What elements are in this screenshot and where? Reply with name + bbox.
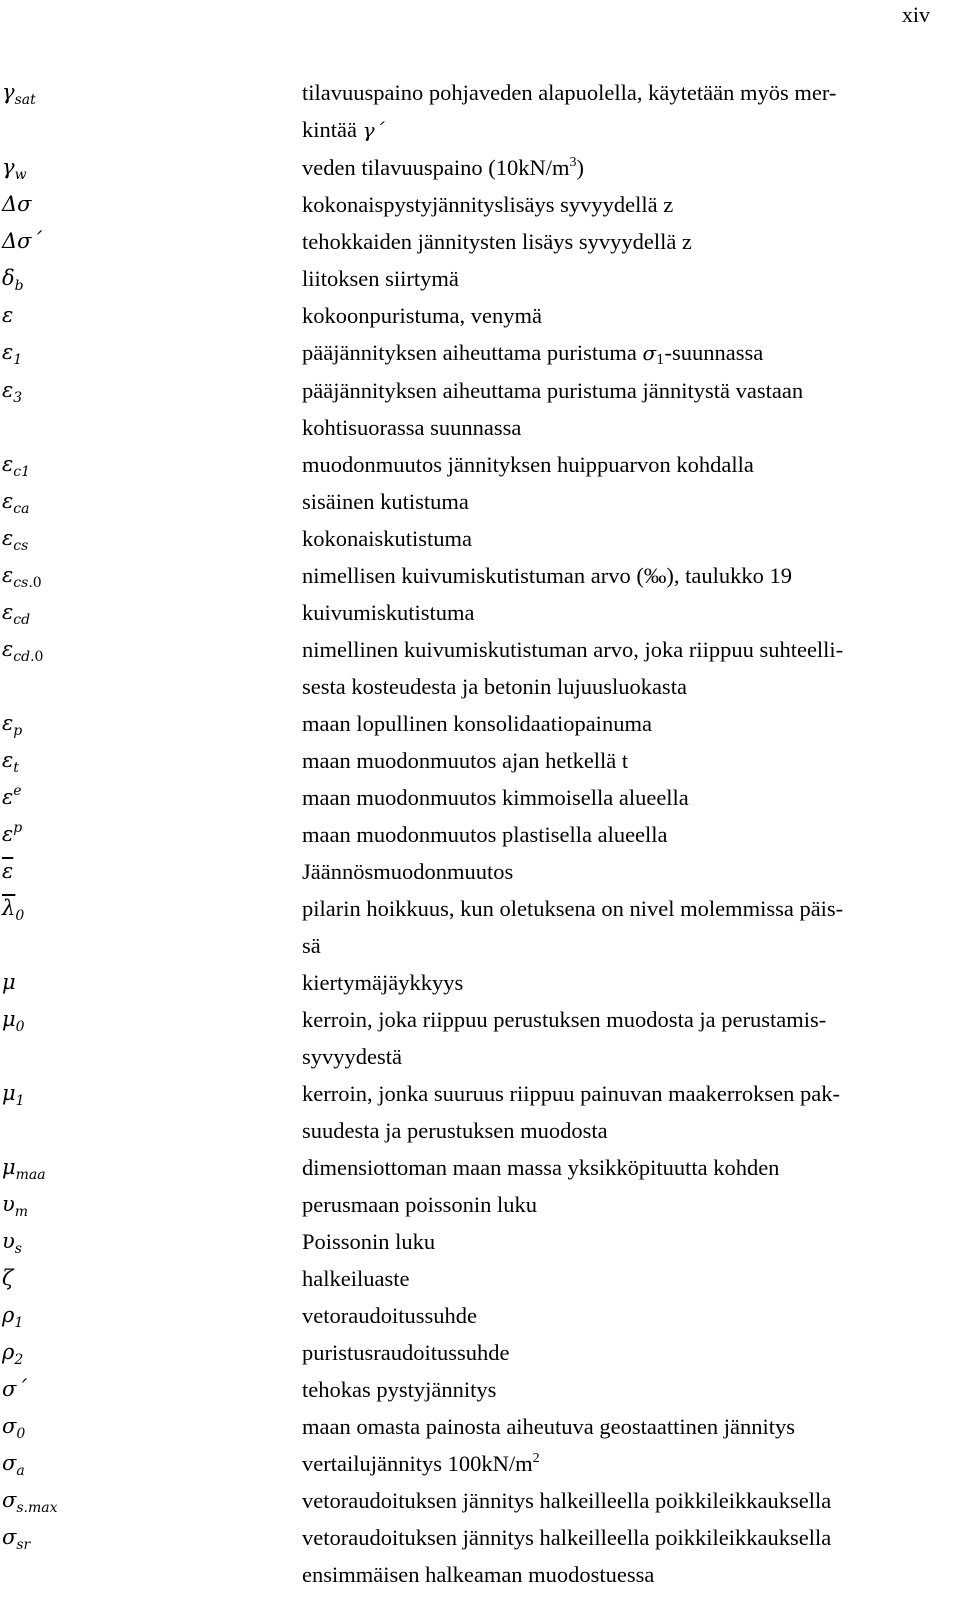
symbol-entry (0, 1482, 960, 1519)
symbol-subscript: 1 (14, 1315, 24, 1331)
symbol-subscript: t (13, 760, 19, 776)
symbol-entry (0, 631, 960, 705)
symbol-entry (0, 1260, 960, 1297)
symbol-description (302, 816, 950, 853)
symbol-base: ζ (2, 1266, 14, 1290)
description-text: kiertymäjäykkyys (302, 970, 464, 995)
description-math: γ´ (362, 118, 385, 142)
symbol-description (302, 186, 950, 223)
symbol-list (0, 74, 960, 1593)
symbol-entry (0, 705, 960, 742)
description-text: nimellisen kuivumiskutistuman arvo (‰), taulukko 19 (302, 563, 792, 588)
symbol-base: ε (2, 563, 14, 587)
symbol-entry (0, 149, 960, 186)
symbol-base: ε (2, 785, 14, 809)
symbol-entry (0, 520, 960, 557)
symbol-base: μ (2, 970, 16, 994)
description-line-2: syvyydestä (302, 1044, 402, 1069)
symbol-entry (0, 1408, 960, 1445)
symbol (2, 372, 22, 409)
symbol-entry (0, 483, 960, 520)
symbol-entry (0, 223, 960, 260)
symbol-subscript: cd (13, 612, 31, 628)
symbol-subscript: a (16, 1463, 25, 1479)
description-suffix: ) (576, 155, 584, 180)
symbol-entry (0, 557, 960, 594)
symbol-base: δ (2, 266, 15, 290)
symbol-subscript: s (14, 1241, 22, 1257)
symbol-description (302, 149, 950, 186)
symbol (2, 334, 22, 371)
description-text: muodonmuutos jännityksen huippuarvon kohdalla (302, 452, 754, 477)
symbol-base: ρ (2, 1303, 15, 1327)
description-text: halkeiluaste (302, 1266, 410, 1291)
description-text: maan omasta painosta aiheutuva geostaattinen jännitys (302, 1414, 795, 1439)
symbol-description (302, 705, 950, 742)
symbol-base: σ (2, 1488, 17, 1512)
symbol-base: μ (2, 1007, 16, 1031)
symbol-base: γ (2, 80, 15, 104)
symbol (2, 520, 28, 557)
symbol-entry (0, 186, 960, 223)
description-text: pääjännityksen aiheuttama puristuma (302, 340, 637, 365)
symbol (2, 816, 22, 853)
description-text: kokonaispystyjännityslisäys syvyydellä z (302, 192, 674, 217)
symbol-entry (0, 816, 960, 853)
symbol-subscript: 0 (16, 1426, 26, 1442)
symbol-subscript: sr (16, 1537, 31, 1553)
symbol (2, 964, 16, 1001)
symbol-subscript: s.max (16, 1500, 58, 1516)
symbol-entry (0, 1223, 960, 1260)
symbol-entry (0, 594, 960, 631)
symbol-entry (0, 853, 960, 890)
description-text: Poissonin luku (302, 1229, 436, 1254)
symbol-subscript: 3 (13, 390, 23, 406)
symbol (2, 1260, 13, 1297)
description-line-2: suudesta ja perustuksen muodosta (302, 1118, 608, 1143)
symbol-subscript: c1 (13, 464, 31, 480)
symbol-description (302, 742, 950, 779)
description-text: maan muodonmuutos kimmoisella alueella (302, 785, 689, 810)
symbol-base: $\overline{\varepsilon}$ (2, 859, 14, 883)
symbol-entry (0, 890, 960, 964)
description-line-1: pilarin hoikkuus, kun oletuksena on nivel molemmissa päis- (302, 896, 844, 921)
symbol-subscript: cd.0 (13, 649, 44, 665)
symbol-subscript: cs.0 (13, 575, 42, 591)
symbol-base: ε (2, 637, 14, 661)
symbol (2, 890, 24, 927)
symbol (2, 1223, 22, 1260)
symbol-description (302, 853, 950, 890)
description-superscript: 2 (532, 1451, 540, 1466)
symbol (2, 594, 30, 631)
symbol-description (302, 964, 950, 1001)
description-text: vertailujännitys 100kN/m (302, 1451, 533, 1476)
symbol-base: υ (2, 1192, 15, 1216)
symbol-description (302, 1297, 950, 1334)
symbol-base: μ (2, 1081, 16, 1105)
symbol-description (302, 520, 950, 557)
symbol-subscript: 2 (14, 1352, 24, 1368)
symbol (2, 631, 43, 668)
symbol-base: Δσ (2, 192, 32, 216)
symbol-base: μ (2, 1155, 16, 1179)
symbol (2, 297, 13, 334)
description-line-2: kintää (302, 117, 357, 142)
symbol-subscript: 1 (13, 352, 23, 368)
symbol-entry (0, 1445, 960, 1482)
symbol-description (302, 223, 950, 260)
symbol-subscript: w (14, 167, 27, 183)
symbol-entry (0, 1149, 960, 1186)
symbol (2, 853, 13, 890)
description-math: $\sigma_1$ (642, 341, 665, 368)
symbol (2, 446, 30, 483)
symbol-base: $\overline{\lambda}$ (2, 896, 16, 920)
description-line-2: sesta kosteudesta ja betonin lujuusluokasta (302, 674, 687, 699)
symbol-base: σ (2, 1414, 17, 1438)
description-line-1: nimellinen kuivumiskutistuman arvo, joka riippuu suhteelli- (302, 637, 844, 662)
symbol-description (302, 74, 950, 149)
symbol-entry (0, 742, 960, 779)
symbol-description (302, 1001, 950, 1075)
symbol-description (302, 372, 950, 446)
symbol-description (302, 557, 950, 594)
description-text: tehokas pystyjännitys (302, 1377, 497, 1402)
symbol-description (302, 1186, 950, 1223)
symbol (2, 779, 22, 816)
symbol-description (302, 446, 950, 483)
symbol (2, 74, 36, 111)
symbol-subscript: ca (13, 501, 30, 517)
description-text: kokonaiskutistuma (302, 526, 472, 551)
symbol-entry (0, 1334, 960, 1371)
symbol (2, 1482, 58, 1519)
symbol-description (302, 260, 950, 297)
symbol-description (302, 1223, 950, 1260)
description-line-1: kerroin, jonka suuruus riippuu painuvan maakerroksen pak- (302, 1081, 840, 1106)
description-text: perusmaan poissonin luku (302, 1192, 537, 1217)
symbol-description (302, 1149, 950, 1186)
symbol-base: υ (2, 1229, 15, 1253)
symbol-entry (0, 1075, 960, 1149)
description-text: maan muodonmuutos plastisella alueella (302, 822, 668, 847)
description-text: vetoraudoituksen jännitys halkeilleella poikkileikkauksella (302, 1488, 832, 1513)
symbol-entry (0, 372, 960, 446)
description-line-1: tilavuuspaino pohjaveden alapuolella, käytetään myös mer- (302, 80, 837, 105)
symbol-base: ε (2, 711, 14, 735)
description-text: kuivumiskutistuma (302, 600, 475, 625)
symbol (2, 186, 32, 223)
symbol-subscript: 0 (15, 908, 25, 924)
page-number: xiv (901, 2, 930, 27)
description-suffix: -suunnassa (664, 340, 764, 365)
symbol-description (302, 1482, 950, 1519)
symbol (2, 1408, 25, 1445)
symbol-subscript: maa (15, 1167, 46, 1183)
symbol (2, 557, 42, 594)
symbol-base: σ´ (2, 1377, 27, 1401)
description-text: Jäännösmuodonmuutos (302, 859, 514, 884)
symbol-base: ε (2, 378, 14, 402)
symbol-subscript: sat (14, 92, 36, 108)
symbol-description (302, 890, 950, 964)
symbol-base: ε (2, 822, 14, 846)
description-line-1: pääjännityksen aiheuttama puristuma jännitystä vastaan (302, 378, 804, 403)
description-superscript: 3 (569, 155, 577, 170)
symbol-description (302, 1371, 950, 1408)
symbol-entry (0, 74, 960, 149)
description-text: sisäinen kutistuma (302, 489, 469, 514)
symbol-description (302, 483, 950, 520)
symbol-base: σ (2, 1451, 17, 1475)
symbol (2, 149, 27, 186)
symbol (2, 1001, 25, 1038)
symbol-base: ε (2, 303, 14, 327)
symbol-base: ε (2, 489, 14, 513)
symbol (2, 1519, 30, 1556)
symbol-subscript: 0 (15, 1019, 25, 1035)
description-line-2: kohtisuorassa suunnassa (302, 415, 522, 440)
symbol (2, 483, 29, 520)
symbol-subscript: m (14, 1204, 29, 1220)
symbol-description (302, 1408, 950, 1445)
symbol-entry (0, 1001, 960, 1075)
symbol (2, 1445, 25, 1482)
symbol (2, 1075, 25, 1112)
symbol-base: ε (2, 748, 14, 772)
description-text: puristusraudoitussuhde (302, 1340, 510, 1365)
symbol-entry (0, 779, 960, 816)
symbol-superscript: e (13, 783, 22, 799)
symbol-base: Δσ´ (2, 229, 43, 253)
symbol-base: ε (2, 600, 14, 624)
symbol-description (302, 1519, 950, 1593)
symbol-superscript: p (13, 820, 23, 836)
symbol (2, 705, 22, 742)
symbol-description (302, 297, 950, 334)
description-text: kokoonpuristuma, venymä (302, 303, 542, 328)
symbol-subscript-suffix: .0 (28, 575, 42, 591)
symbol-entry (0, 964, 960, 1001)
symbol (2, 1297, 23, 1334)
description-line-1: kerroin, joka riippuu perustuksen muodosta ja perustamis- (302, 1007, 827, 1032)
description-line-1: vetoraudoituksen jännitys halkeilleella poikkileikkauksella (302, 1525, 832, 1550)
symbol (2, 1371, 27, 1408)
symbol (2, 260, 24, 297)
symbol-entry (0, 260, 960, 297)
symbol-description (302, 1334, 950, 1371)
description-math-subscript: 1 (656, 353, 665, 368)
description-text: vetoraudoitussuhde (302, 1303, 477, 1328)
symbol-description (302, 631, 950, 705)
symbol (2, 1186, 28, 1223)
symbol (2, 223, 42, 260)
symbol-entry (0, 1371, 960, 1408)
description-text: tehokkaiden jännitysten lisäys syvyydellä z (302, 229, 692, 254)
symbol (2, 742, 19, 779)
symbol-description (302, 334, 950, 372)
description-line-2: sä (302, 933, 321, 958)
symbol-base: γ (2, 155, 15, 179)
symbol (2, 1334, 23, 1371)
symbol-base: ρ (2, 1340, 15, 1364)
symbol-entry (0, 446, 960, 483)
symbol-subscript: p (13, 723, 23, 739)
symbol-description (302, 779, 950, 816)
symbol-entry (0, 1186, 960, 1223)
symbol-description (302, 594, 950, 631)
description-text: maan lopullinen konsolidaatiopainuma (302, 711, 652, 736)
description-text: liitoksen siirtymä (302, 266, 459, 291)
symbol-description (302, 1260, 950, 1297)
description-text: veden tilavuuspaino (10kN/m (302, 155, 570, 180)
symbol-entry (0, 334, 960, 372)
symbol-entry (0, 1297, 960, 1334)
symbol-base: ε (2, 452, 14, 476)
symbol-subscript-suffix: .0 (30, 649, 44, 665)
symbol-description (302, 1445, 950, 1482)
symbol-entry (0, 297, 960, 334)
symbol-base: ε (2, 526, 14, 550)
description-text: dimensiottoman maan massa yksikköpituutta kohden (302, 1155, 780, 1180)
symbol-subscript: 1 (15, 1093, 25, 1109)
symbol-subscript: b (14, 278, 24, 294)
description-text: maan muodonmuutos ajan hetkellä t (302, 748, 629, 773)
symbol-description (302, 1075, 950, 1149)
symbol (2, 1149, 46, 1186)
symbol-entry (0, 1519, 960, 1593)
description-line-2: ensimmäisen halkeaman muodostuessa (302, 1562, 655, 1587)
symbol-subscript: cs (13, 538, 29, 554)
symbol-base: σ (2, 1525, 17, 1549)
symbol-base: ε (2, 340, 14, 364)
